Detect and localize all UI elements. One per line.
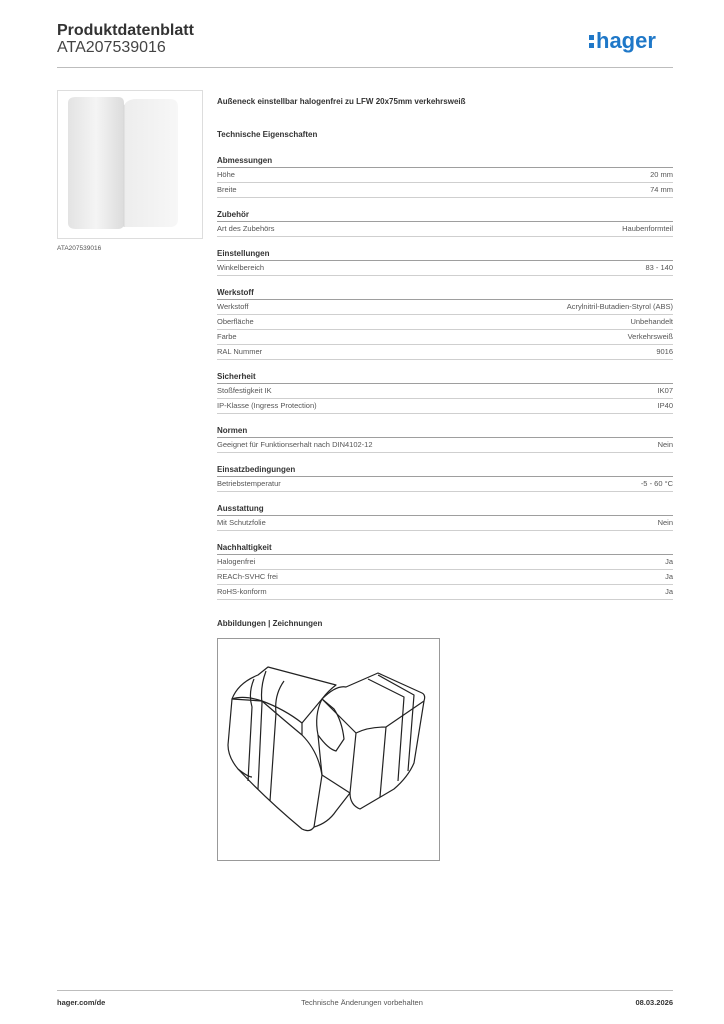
group-title: Ausstattung — [217, 504, 673, 516]
spec-row — [217, 345, 673, 360]
spec-group-material — [217, 288, 673, 360]
spec-row — [217, 222, 673, 237]
footer-website: hager.com/de — [57, 998, 106, 1007]
spec-group-standards — [217, 426, 673, 453]
spec-label: Winkelbereich — [217, 263, 265, 272]
group-title: Normen — [217, 426, 673, 438]
spec-group-operating-conditions — [217, 465, 673, 492]
spec-label: Mit Schutzfolie — [217, 518, 266, 527]
spec-value: 83 - 140 — [645, 263, 673, 272]
spec-value: Nein — [657, 440, 673, 449]
spec-value: -5 - 60 °C — [640, 479, 673, 488]
group-title: Einsatzbedingungen — [217, 465, 673, 477]
spec-label: Geeignet für Funktionserhalt nach DIN4102-12 — [217, 440, 373, 449]
spec-value: Nein — [657, 518, 673, 527]
spec-group-accessory — [217, 210, 673, 237]
spec-label: Höhe — [217, 170, 235, 179]
spec-value: Unbehandelt — [630, 317, 673, 326]
spec-row — [217, 384, 673, 399]
group-title: Nachhaltigkeit — [217, 543, 673, 555]
spec-value: IP40 — [657, 401, 673, 410]
spec-value: IK07 — [657, 386, 673, 395]
product-number: ATA207539016 — [57, 39, 166, 56]
spec-label: Halogenfrei — [217, 557, 256, 566]
spec-row — [217, 477, 673, 492]
product-photo — [57, 90, 203, 239]
spec-row — [217, 315, 673, 330]
spec-row — [217, 183, 673, 198]
group-title: Abmessungen — [217, 156, 673, 168]
group-title: Zubehör — [217, 210, 673, 222]
spec-label: REACh-SVHC frei — [217, 572, 278, 581]
page-title: Produktdatenblatt — [57, 22, 194, 39]
spec-label: Breite — [217, 185, 237, 194]
header-divider — [57, 67, 673, 68]
spec-row — [217, 555, 673, 570]
technical-drawing — [217, 638, 440, 861]
spec-label: Art des Zubehörs — [217, 224, 275, 233]
group-title: Sicherheit — [217, 372, 673, 384]
product-description: Außeneck einstellbar halogenfrei zu LFW 20x75mm verkehrsweiß — [217, 97, 466, 106]
photo-caption: ATA207539016 — [57, 245, 102, 252]
spec-group-settings — [217, 249, 673, 276]
group-title: Werkstoff — [217, 288, 673, 300]
spec-label: IP-Klasse (Ingress Protection) — [217, 401, 317, 410]
spec-value: 20 mm — [650, 170, 673, 179]
spec-label: Werkstoff — [217, 302, 249, 311]
spec-label: RoHS-konform — [217, 587, 267, 596]
spec-row — [217, 261, 673, 276]
spec-value: Ja — [665, 572, 673, 581]
spec-label: Stoßfestigkeit IK — [217, 386, 272, 395]
footer-date: 08.03.2026 — [635, 998, 673, 1007]
spec-value: Verkehrsweiß — [627, 332, 673, 341]
spec-label: RAL Nummer — [217, 347, 263, 356]
footer-disclaimer: Technische Änderungen vorbehalten — [301, 998, 423, 1007]
spec-value: 9016 — [656, 347, 673, 356]
spec-row — [217, 585, 673, 600]
spec-row — [217, 438, 673, 453]
spec-row — [217, 399, 673, 414]
logo-dot-bottom — [589, 43, 594, 48]
spec-row — [217, 570, 673, 585]
tech-heading: Technische Eigenschaften — [217, 130, 318, 139]
group-title: Einstellungen — [217, 249, 673, 261]
spec-row — [217, 330, 673, 345]
spec-value: Ja — [665, 587, 673, 596]
spec-row — [217, 300, 673, 315]
spec-label: Betriebstemperatur — [217, 479, 281, 488]
logo-text: hager — [596, 28, 656, 53]
spec-value: Ja — [665, 557, 673, 566]
spec-row — [217, 168, 673, 183]
spec-section — [217, 97, 673, 612]
footer-divider — [57, 990, 673, 991]
spec-label: Oberfläche — [217, 317, 254, 326]
spec-row — [217, 516, 673, 531]
spec-value: 74 mm — [650, 185, 673, 194]
spec-value: Haubenformteil — [622, 224, 673, 233]
spec-group-dimensions — [217, 156, 673, 198]
spec-group-equipment — [217, 504, 673, 531]
hager-logo — [589, 27, 675, 55]
spec-value: Acrylnitril-Butadien-Styrol (ABS) — [566, 302, 673, 311]
spec-group-safety — [217, 372, 673, 414]
spec-label: Farbe — [217, 332, 237, 341]
drawings-title: Abbildungen | Zeichnungen — [217, 619, 323, 628]
spec-group-sustainability — [217, 543, 673, 600]
logo-dot-top — [589, 35, 594, 40]
